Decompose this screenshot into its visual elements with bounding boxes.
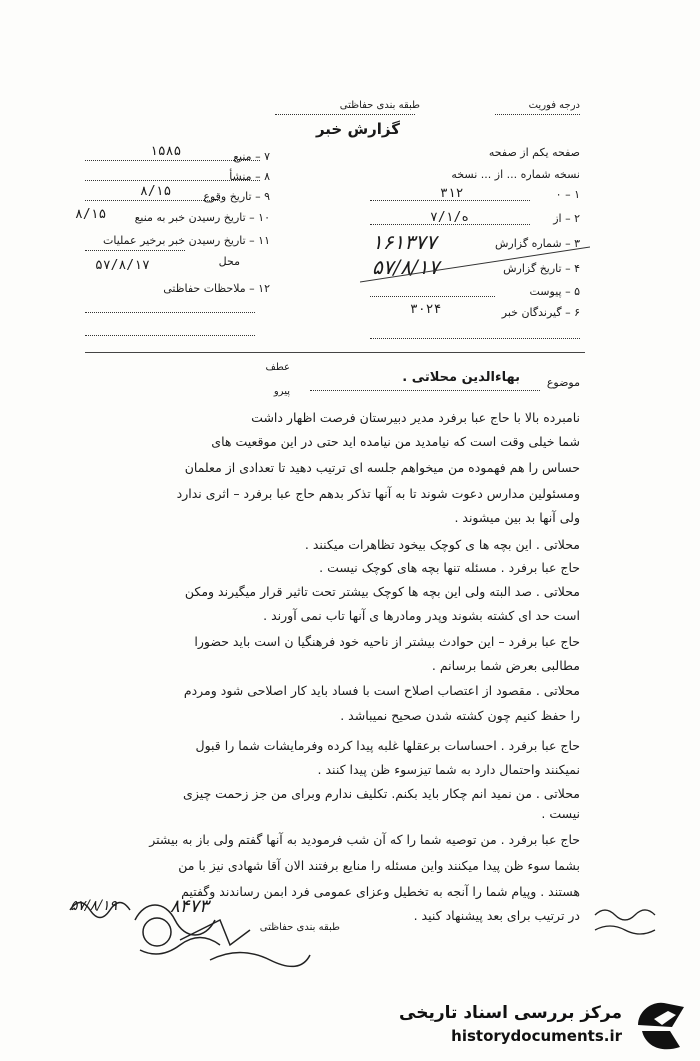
body-line: در ترتیب برای بعد پیشنهاد کنید .	[413, 908, 580, 923]
notes-label: ۱۲ – ملاحظات حفاظتی	[163, 282, 270, 295]
urgency-grade-underline	[495, 114, 580, 115]
place-label: محل	[218, 255, 240, 268]
body-line: بشما سوء ظن پیدا میکنند واین مسئله را منایع برفتند الان آقا شهادی نیز با من	[178, 858, 580, 873]
field-6-value: ۳۰۲۴	[410, 302, 442, 317]
watermark-title: مرکز بررسی اسناد تاریخی	[399, 1003, 622, 1023]
reference-sub-label: پیرو	[273, 386, 290, 397]
body-line: شما خیلی وقت است که نیامدید من نیامده اید حتی در این موقعیت های	[211, 434, 580, 449]
field-3-value: ۱۶۱۳۷۷	[372, 230, 437, 254]
body-line: حاج عبا برفرد . مسئله تنها بچه های کوچک نیست .	[319, 560, 580, 575]
copy-label: نسخه شماره ... از ... نسخه	[451, 168, 580, 181]
field-6-label: ۶ – گیرندگان خبر	[501, 306, 580, 319]
body-line: مطالبی بعرض شما برسانم .	[431, 658, 580, 673]
field-5-underline	[370, 296, 495, 297]
page-label: صفحه یکم از صفحه	[488, 146, 580, 159]
place-value: ۵۷/۸/۱۷	[95, 258, 150, 273]
handwritten-number: ۸۴۷۳	[170, 896, 209, 917]
ops-receipt-label: ۱۱ – تاریخ رسیدن خبر برخیر عملیات	[103, 234, 270, 247]
field-2-value: ۷/ه/۱	[430, 210, 470, 225]
field-5-label: ۵ – پیوست	[529, 285, 580, 298]
body-line: هستند . وپیام شما را آنجه به تخطیل وعزای عمومی فرد ابمن رساندند وگفتیم	[181, 884, 580, 899]
signature-scribbles	[60, 880, 320, 990]
body-line: را حفظ کنیم چون کشته شدن صحیح نمیباشد .	[340, 708, 580, 723]
ops-receipt-underline	[85, 250, 185, 251]
classification-top-underline	[275, 114, 415, 115]
notes-underline-2	[85, 335, 255, 336]
event-date-value: ۸/۱۵	[140, 184, 172, 199]
right-margin-scribble	[590, 895, 670, 945]
field-1-label: ۱ – ۰	[555, 188, 580, 201]
body-line: حساس را هم فهموده من میخواهم جلسه ای ترتیب دهید تا تعدادی از معلمان	[184, 460, 580, 475]
body-line: نامبرده بالا با حاج عبا برفرد مدیر دبیرستان فرصت اظهار داشت	[251, 410, 580, 425]
source-receipt-label: ۱۰ – تاریخ رسیدن خبر به منبع	[134, 211, 270, 224]
source-receipt-value: ۸/۱۵	[75, 207, 107, 222]
body-line: حاج عبا برفرد – این حوادث بیشتر از ناحیه خود فرهنگیا ن است باید حضورا	[194, 634, 580, 649]
body-line: است حد ای کشته بشوند وپدر ومادرها ی آنها تاب نمی آورند .	[263, 608, 580, 623]
basis-label: ۸ – منشأ	[229, 170, 270, 183]
source-label: ۷ – منبع	[233, 150, 270, 163]
watermark-url: historydocuments.ir	[451, 1027, 622, 1045]
classification-top: طبقه بندی حفاظتی	[339, 100, 420, 111]
body-line: حاج عبا برفرد . من توصیه شما را که آن شب فرمودید به آنها گفتم ولی باز به بیشتر	[149, 832, 580, 847]
notes-underline-1	[85, 312, 255, 313]
body-line: محلاتی . این بچه ها ی کوچک بیخود تظاهرات میکنند .	[304, 537, 580, 552]
body-line: ولی آنها بد بین میشوند .	[454, 510, 580, 525]
source-value: ۱۵۸۵	[150, 144, 182, 159]
event-date-underline	[85, 200, 220, 201]
archive-logo-icon	[632, 997, 690, 1053]
body-line: محلاتی . صد البته ولی این بچه ها کوچک بیشتر تحت تاثیر قرار میگیرند ومکن	[184, 584, 580, 599]
reference-label: عطف	[265, 362, 290, 373]
report-title: گزارش خبر	[315, 120, 400, 138]
body-line: محلاتی . من نمید انم چکار باید بکنم. تکلیف ندارم وبرای من جز زحمت چیزی	[183, 786, 580, 801]
body-line: حاج عبا برفرد . احساسات برعقلها غلبه پیدا کرده وفرمایشات شما را قبول	[195, 738, 580, 753]
event-date-label: ۹ – تاریخ وقوع	[203, 190, 270, 203]
field-1-value: ۳۱۲	[440, 186, 464, 201]
subject-label: موضوع	[546, 376, 580, 389]
urgency-grade-label: درجه فوریت	[528, 100, 580, 111]
stamp-strokes	[360, 222, 590, 292]
subject-value: بهاءالدین محلاتی .	[402, 370, 520, 385]
watermark	[390, 997, 690, 1053]
field-4-value: ۵۷/۸/۱۷	[372, 255, 440, 279]
field-6-underline	[370, 338, 580, 339]
classification-bottom: طبقه بندی حفاظتی	[259, 922, 340, 933]
field-3-label: ۳ – شماره گزارش	[494, 237, 580, 250]
handwritten-date: ۵۷/۸/۱۹	[70, 898, 118, 914]
header-divider	[85, 352, 585, 353]
field-1-underline	[370, 200, 530, 201]
body-line: محلاتی . مقصود از اعتصاب اصلاح است با فساد باید کار اصلاحی شود ومردم	[183, 683, 580, 698]
body-line: نمیکنند واحتمال دارد به شما تیزسوء ظن پیدا کنند .	[317, 762, 580, 777]
field-4-label: ۴ – تاریخ گزارش	[503, 262, 580, 275]
basis-underline	[85, 180, 260, 181]
source-underline	[85, 160, 260, 161]
body-line: ومسئولین مدارس دعوت شوند تا به آنها تذکر بدهم حاج عبا برفرد – اثری ندارد	[176, 486, 580, 501]
body-line: نیست .	[541, 806, 580, 821]
subject-underline	[310, 390, 540, 391]
field-2-label: ۲ – از	[553, 212, 580, 225]
